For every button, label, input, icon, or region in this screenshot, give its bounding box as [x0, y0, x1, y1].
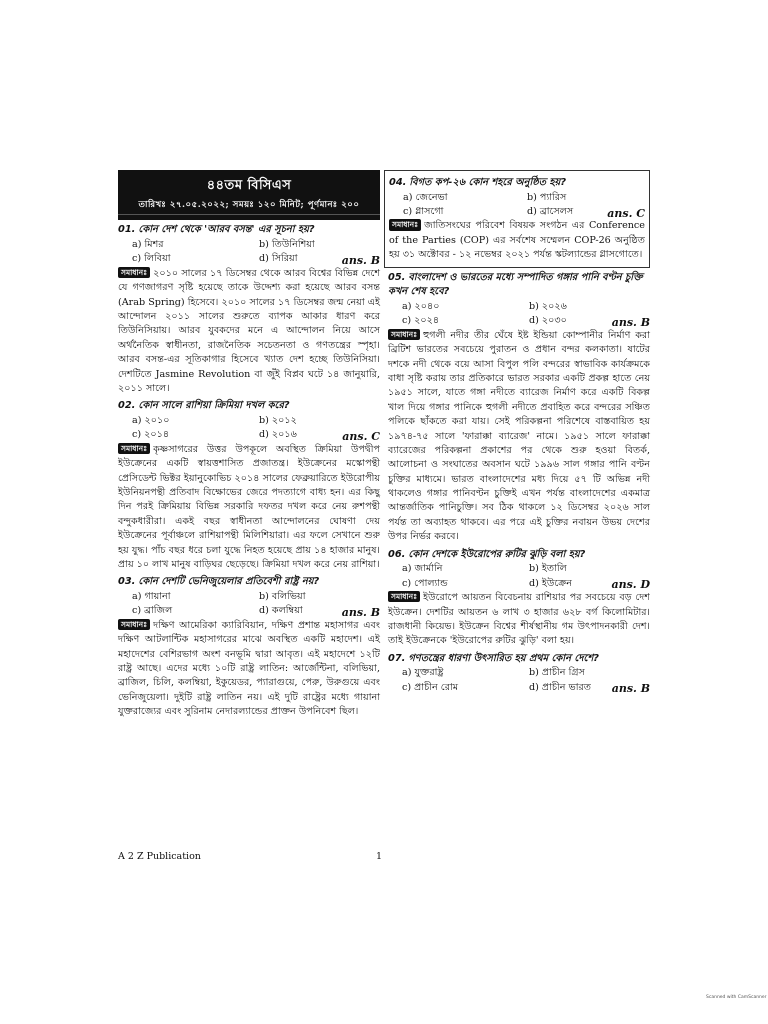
question-block [118, 399, 380, 572]
solution-text: সমাধানঃ ২০১০ সালের ১৭ ডিসেম্বর থেকে আরব বিশ্বের বিভিন্ন দেশে যে গণজাগরণ সৃষ্টি হয়েছে তাকে উদ্দেশ্য করা হয়েছে আরব বসন্ত (Arab Spring) হিসেবে। ২০১০ সালের ১৭ ডিসেম্বর জন্ম নেয়া এই আন্দোলন ২০১১ সালের শুরুতে ব্যাপক আকার ধারণ করে তিউনিসিয়ায়। আরব যুবকদের মনে এ আন্দোলন নিয়ে আসে অর্থনৈতিক স্বাধীনতা, রাজনৈতিক সচেতনতা ও গণতন্ত্রের স্পৃহা। আরব বসন্ত-এর সূতিকাগার হিসেবে খ্যাত দেশ হচ্ছে তিউনিসিয়া। দেশটিতে Jasmine Revolution বা জুঁই বিপ্লব ঘটে ১৪ জানুয়ারি, ২০১১ সালে। [118, 267, 380, 394]
question-block [118, 223, 380, 396]
options-row [118, 590, 380, 619]
left-column [118, 170, 380, 720]
option: d) প্রাচীন ভারত [529, 681, 591, 693]
option: a) গায়ানা [132, 591, 171, 603]
option: b) প্রাচীন গ্রিস [529, 667, 585, 679]
answer-label: ans. B [611, 316, 650, 330]
solution-text: সমাধানঃ দক্ষিণ আমেরিকা ক্যারিবিয়ান, দক্ষিণ প্রশান্ত মহাসাগর এবং দক্ষিণ আটলান্টিক মহাসাগরের মাঝে অবস্থিত একটি মহাদেশ। এই মহাদেশের বেশিরভাগ অংশ বনভূমি দ্বারা আবৃত। এই মহাদেশে ১২টি রাষ্ট্র আছে। এদের মধ্যে ১০টি রাষ্ট্র লাতিন: আর্জেন্টিনা, বলিভিয়া, ব্রাজিল, চিলি, কলম্বিয়া, ইকুয়েডর, প্যারাগুয়ে, পেরু, উরুগুয়ে এবং ভেনিজুয়েলা। দুইটি রাষ্ট্র লাতিন নয়। এই দুটি রাষ্ট্রের মধ্যে গায়ানা যুক্তরাজ্যের এবং সুরিনাম নেদারল্যান্ডের প্রাক্তন উপনিবেশ ছিল। [118, 619, 380, 718]
question-block [388, 652, 650, 695]
option: c) ব্রাজিল [132, 605, 173, 617]
solution-text: সমাধানঃ হুগলী নদীর তীর ঘেঁষে ইষ্ট ইন্ডিয়া কোম্পানীর নির্মাণ করা ব্রিটিশ ভারতের সবচেয়ে পুরাতন ও প্রধান বন্দর কলকাতা। ষাটের দশকে নদী থেকে বয়ে আসা বিপুল পলি বন্দরের স্বাভাবিক কার্যক্রমকে বাধা সৃষ্টি করায় তার প্রতিকারে ভারত সরকার একটি প্রকল্প হাতে নেয় ১৯৫১ সালে, যাতে গঙ্গা নদীতে ব্যারেজ নির্মাণ করে একটি বিকল্প খাল দিয়ে গঙ্গার পানিকে হুগলী নদীতে প্রবাহিত করে বন্দরের সঞ্চিত পলিকে ছাঁকতে করা যায়। সেই পরিকল্পনা পরিশেষে বাস্তবায়িত হয় ১৯৭৪-৭৫ সালে 'ফারাক্কা ব্যারেজ' নামে। ১৯৫১ সালে ফারাক্কা ব্যারেজের পরিকল্পনা প্রকাশের পর থেকে শুরু হওয়া বিতর্ক, আলোচনা ও সংঘাতের অবসান ঘটে ১৯৯৬ সাল গঙ্গার পানি বণ্টন চুক্তির মাধ্যমে। ভারত বাংলাদেশের মধ্য দিয়ে ৫৭ টি অভিন্ন নদী থাকলেও গঙ্গার পানিবণ্টন চুক্তিই এখন পর্যন্ত বাংলাদেশের একমাত্র আন্তর্জাতিক পানিচুক্তি। সব ঠিক থাকলে ১২ ডিসেম্বর ২০২৬ সাল পর্যন্ত তা অব্যাহত থাকবে। এর পরে এই চুক্তির নবায়ন উভয় দেশের উপর নির্ভর করবে। [388, 329, 650, 543]
option: b) ২০১২ [259, 415, 297, 427]
solution-tag: সমাধানঃ [388, 329, 420, 340]
question-block [388, 271, 650, 545]
publisher-name: A 2 Z Publication [118, 851, 201, 862]
question-block [118, 575, 380, 719]
option: d) ব্রাসেলস [527, 206, 574, 218]
question-text: 01. কোন দেশ থেকে 'আরব বসন্ত' এর সূচনা হয়? [118, 224, 315, 236]
answer-label: ans. D [611, 578, 650, 592]
question-text: 05. বাংলাদেশ ও ভারতের মধ্যে সম্পাদিত গঙ্গার পানি বণ্টন চুক্তি কখন শেষ হবে? [388, 271, 643, 298]
options-row [388, 300, 650, 329]
question-text: 03. কোন দেশটি ভেনিজুয়েলার প্রতিবেশী রাষ্ট্র নয়? [118, 576, 320, 588]
option: d) ২০১৬ [259, 429, 297, 441]
options-row [389, 191, 645, 220]
option: d) ২০৩০ [529, 315, 567, 327]
option: b) তিউনিশিয়া [259, 239, 315, 251]
option: a) যুক্তরাষ্ট্র [402, 667, 444, 679]
option: a) ২০১০ [132, 415, 170, 427]
solution-tag: সমাধানঃ [389, 219, 421, 230]
answer-label: ans. C [342, 430, 380, 444]
options-row [118, 414, 380, 443]
scanner-watermark: Scanned with CamScanner [706, 995, 767, 1000]
answer-label: ans. C [607, 206, 645, 220]
question-text: 07. গণতন্ত্রের ধারণা উৎসারিত হয় প্রথম কোন দেশে? [388, 652, 599, 664]
option: c) গ্লাসগো [403, 206, 444, 218]
option: c) ২০২৪ [402, 315, 440, 327]
option: a) জার্মানি [402, 563, 443, 575]
question-block [388, 548, 650, 649]
answer-label: ans. B [611, 682, 650, 696]
options-row [118, 238, 380, 267]
answer-label: ans. B [341, 254, 380, 268]
options-row [388, 666, 650, 695]
question-text: 06. কোন দেশকে ইউরোপের রুটির ঝুড়ি বলা হয়? [388, 548, 586, 560]
question-text: 02. কোন সালে রাশিয়া ক্রিমিয়া দখল করে? [118, 400, 290, 412]
solution-tag: সমাধানঃ [118, 267, 150, 278]
solution-tag: সমাধানঃ [118, 443, 150, 454]
option: b) বলিভিয়া [259, 591, 306, 603]
option: b) প্যারিস [527, 191, 567, 203]
page-number: 1 [376, 851, 383, 862]
solution-tag: সমাধানঃ [118, 619, 150, 630]
option: b) ২০২৬ [529, 301, 567, 313]
solution-text: সমাধানঃ ইউরোপে আয়তন বিবেচনায় রাশিয়ার পর সবচেয়ে বড় দেশ ইউক্রেন। দেশটির আয়তন ৬ লাখ ৩ হাজার ৬২৮ বর্গ কিলোমিটার। রাজধানী কিয়েভ। ইউক্রেন বিশ্বের শীর্ষস্থানীয় গম উৎপাদনকারী দেশ। তাই ইউক্রেনকে 'ইউরোপের রুটির ঝুড়ি' বলা হয়। [388, 592, 650, 647]
question-block [384, 170, 650, 268]
option: d) সিরিয়া [259, 253, 298, 265]
exam-title: ৪৪তম বিসিএস [206, 178, 292, 193]
exam-subtitle: তারিখঃ ২৭.০৫.২০২২; সময়ঃ ১২০ মিনিট; পূর্ণমানঃ ২০০ [118, 196, 380, 216]
solution-tag: সমাধানঃ [388, 591, 420, 602]
options-row [388, 562, 650, 591]
exam-header [118, 170, 380, 220]
question-text: 04. বিগত কপ-২৬ কোন শহরে অনুষ্ঠিত হয়? [389, 177, 567, 188]
option: b) ইতালি [529, 563, 567, 575]
option: d) কলম্বিয়া [259, 605, 303, 617]
option: d) ইউক্রেন [529, 577, 573, 589]
solution-text: সমাধানঃ জাতিসংঘের পরিবেশ বিষয়ক সংগঠন এর Conference of the Parties (COP) এর সর্বশেষ সম্মেলন COP-26 অনুষ্ঠিত হয় ৩১ অক্টোবর - ১২ নভেম্বর ২০২১ পর্যন্ত স্কটল্যান্ডের গ্লাসগোতে। [389, 220, 645, 261]
option: c) ২০১৪ [132, 429, 170, 441]
option: a) ২০৪০ [402, 301, 440, 313]
right-column [388, 170, 650, 695]
option: c) পোল্যান্ড [402, 577, 448, 589]
option: c) প্রাচীন রোম [402, 681, 459, 693]
answer-label: ans. B [341, 606, 380, 620]
solution-text: সমাধানঃ কৃষ্ণসাগরের উত্তর উপকূলে অবস্থিত ক্রিমিয়া উপদ্বীপ ইউক্রেনের একটি স্বায়ত্তশাসিত প্রজাতন্ত্র। ইউক্রেনের মস্কোপন্থী প্রেসিডেন্ট ভিক্টর ইয়ানুকোভিচ ২০১৪ সালের ফেব্রুয়ারিতে ইউরোপীয় ইউনিয়নপন্থী প্রতিবাদ বিক্ষোভের জেরে পদত্যাগে বাধ্য হন। এর কিছু দিন পরই ক্রিমিয়ায় বিভিন্ন সরকারি দফতর দখল করে নেয় রুশপন্থী বন্দুকধারীরা। একই বছর স্বাধীনতা আন্দোলনের ঘোষণা দেয় ইউক্রেনের পূর্বাঞ্চলে রাশিয়াপন্থী মিলিশিয়ারা। এর ফলে সেখানে শুরু হয় যুদ্ধ। পাঁচ বছর ধরে চলা যুদ্ধে নিহত হয়েছে প্রায় ১৪ হাজার মানুষ। প্রায় ১০ লাখ মানুষ বাড়িঘর ছেড়েছে। ক্রিমিয়া দখল করে নেয় রাশিয়া। [118, 443, 380, 570]
option: c) লিবিয়া [132, 253, 171, 265]
option: a) মিশর [132, 239, 164, 251]
option: a) জেনেভা [403, 191, 448, 203]
